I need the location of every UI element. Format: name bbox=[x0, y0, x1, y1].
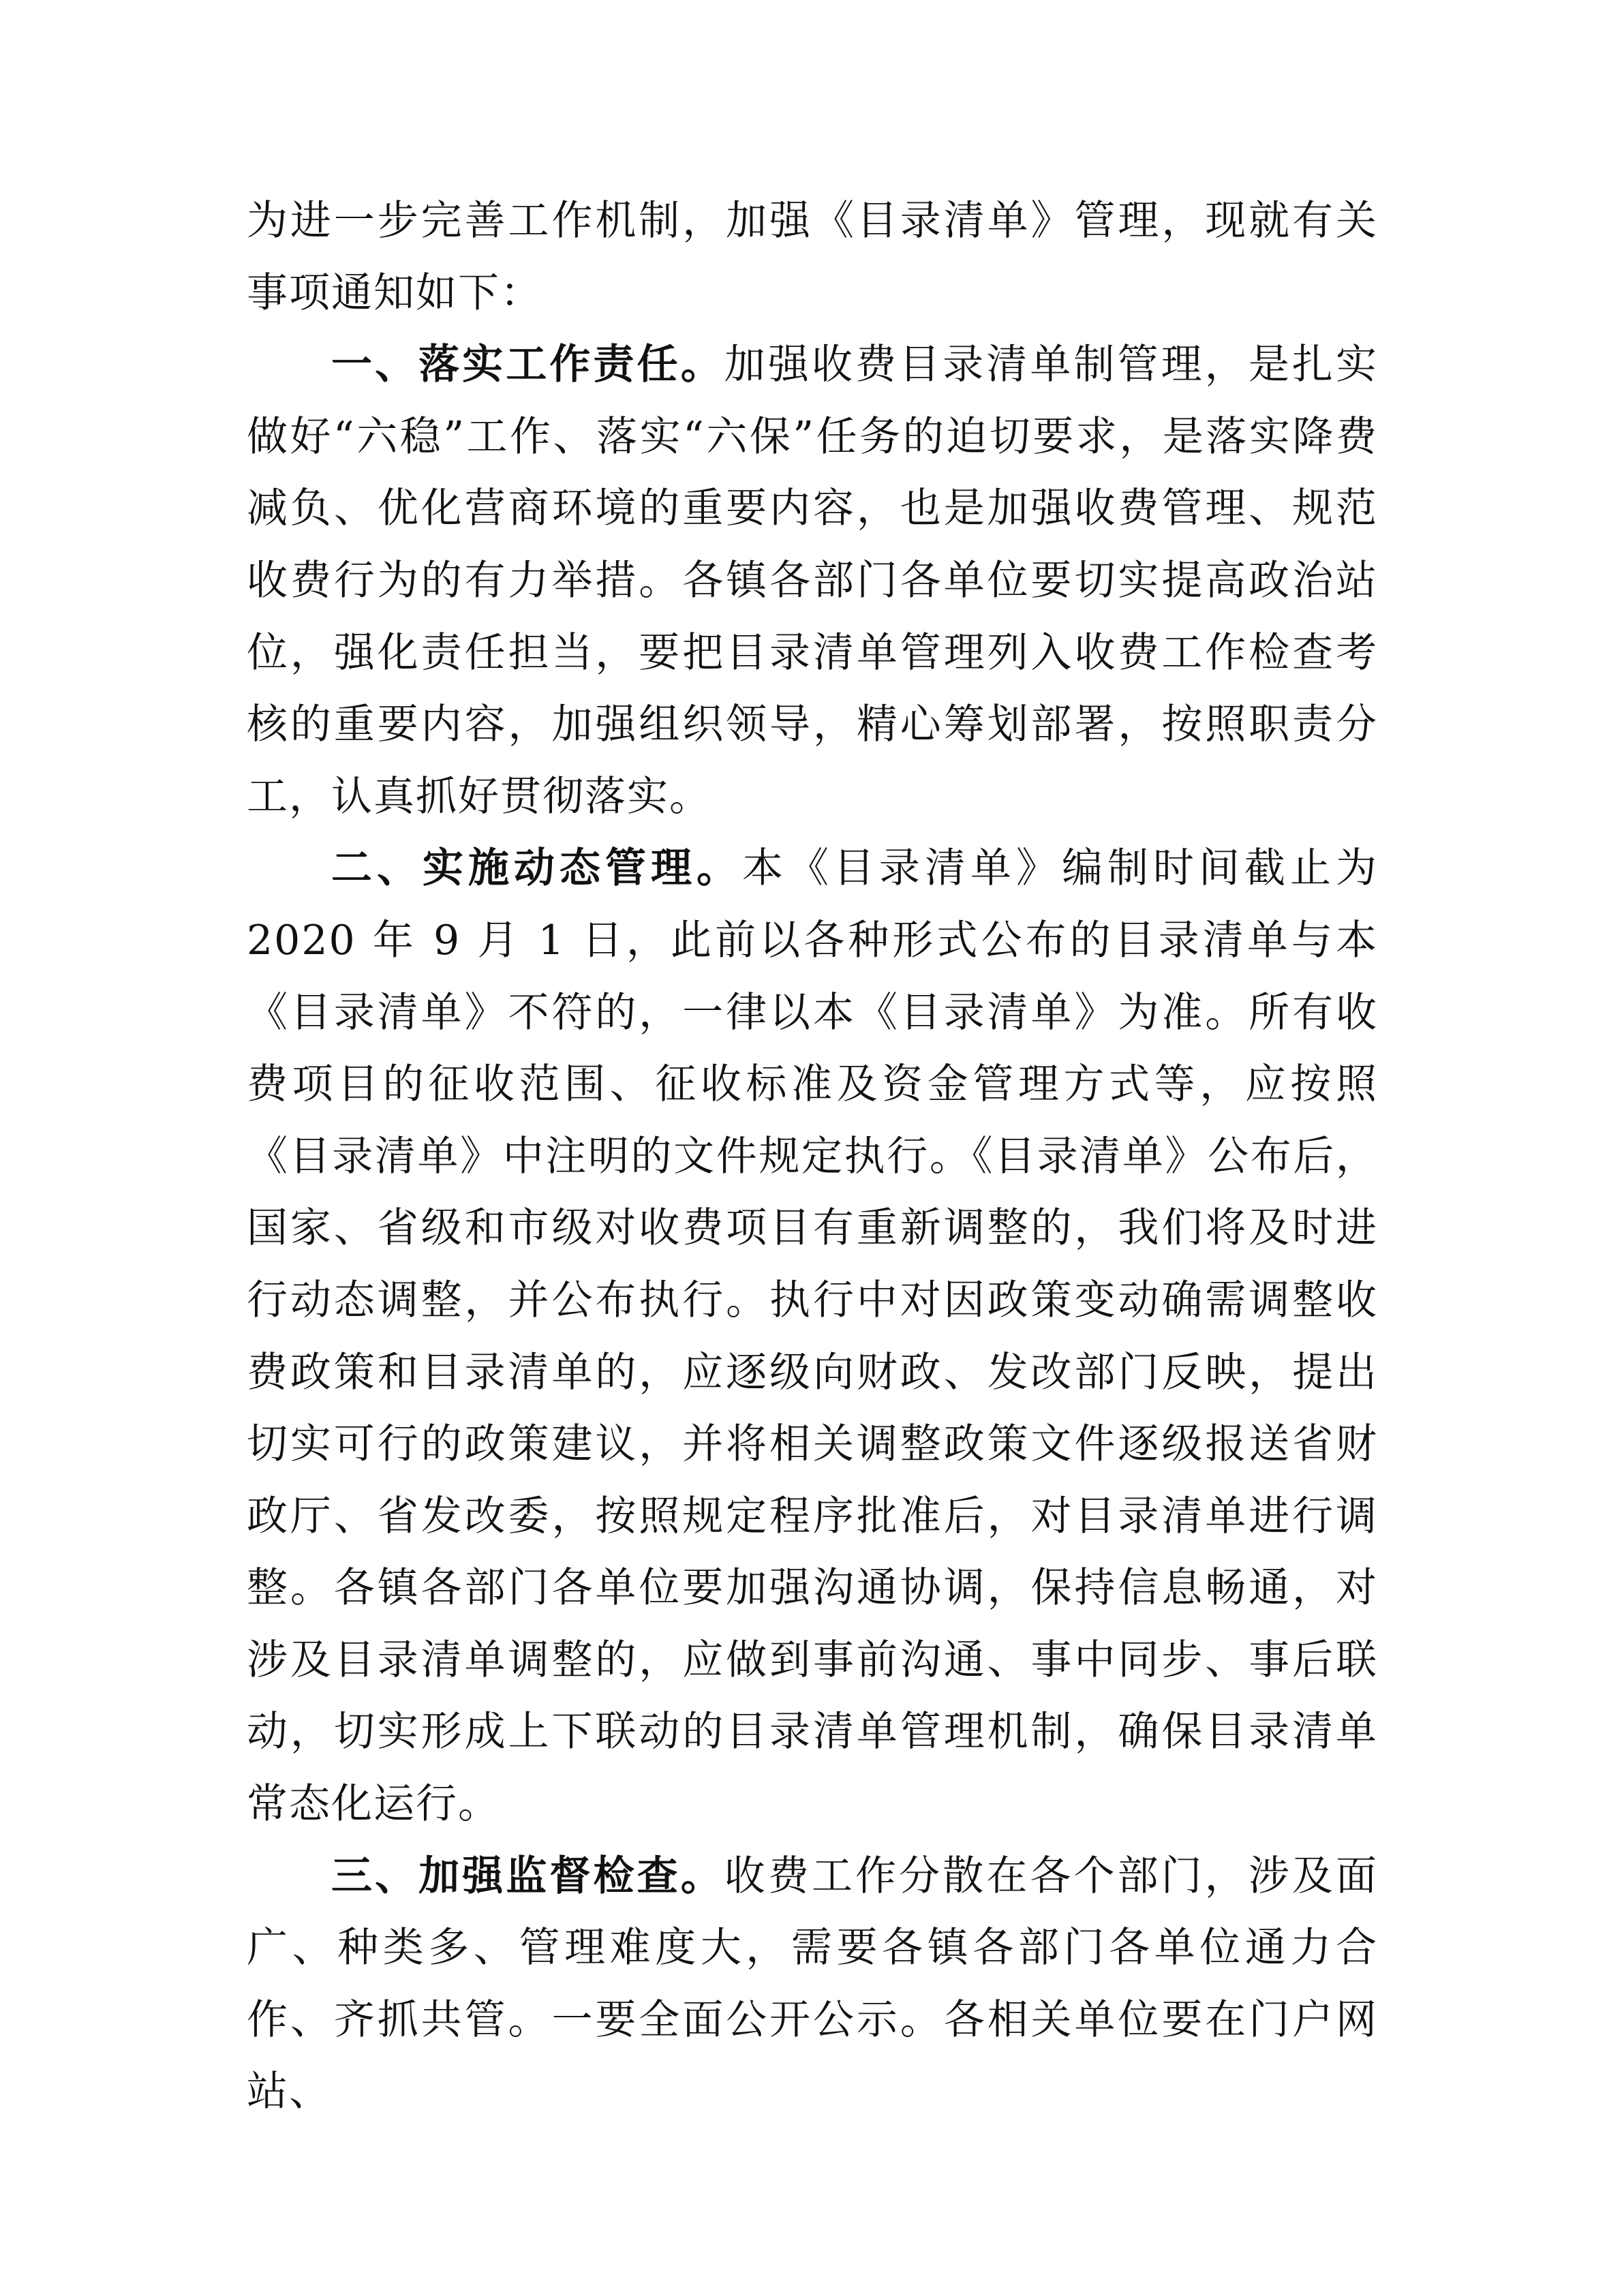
section-paragraph-3 bbox=[247, 1841, 1378, 2128]
document-body bbox=[247, 185, 1378, 2128]
section-paragraph-2 bbox=[247, 833, 1378, 1840]
section-body-2: 本《目录清单》编制时间截止为 2020 年 9 月 1 日，此前以各种形式公布的目录清单与本《目录清单》不符的，一律以本《目录清单》为准。所有收费项目的征收范围、征收标准及资金管理方式等，应按照《目录清单》中注明的文件规定执行。《目录清单》公布后，国家、省级和市级对收费项目有重新调整的，我们将及时进行动态调整，并公布执行。执行中对因政策变动确需调整收费政策和目录清单的，应逐级向财政、发改部门反映，提出切实可行的政策建议，并将相关调整政策文件逐级报送省财政厅、省发改委，按照规定程序批准后，对目录清单进行调整。各镇各部门各单位要加强沟通协调，保持信息畅通，对涉及目录清单调整的，应做到事前沟通、事中同步、事后联动，切实形成上下联动的目录清单管理机制，确保目录清单常态化运行。 bbox=[247, 844, 1378, 1828]
intro-paragraph: 为进一步完善工作机制，加强《目录清单》管理，现就有关事项通知如下： bbox=[247, 197, 1378, 317]
section-body-3: 收费工作分散在各个部门，涉及面广、种类多、管理难度大，需要各镇各部门各单位通力合作、齐抓共管。一要全面公开公示。各相关单位要在门户网站、 bbox=[247, 1852, 1379, 2116]
section-body-1: 加强收费目录清单制管理，是扎实做好“六稳”工作、落实“六保”任务的迫切要求，是落实降费减负、优化营商环境的重要内容，也是加强收费管理、规范收费行为的有力举措。各镇各部门各单位要切实提高政治站位，强化责任担当，要把目录清单管理列入收费工作检查考核的重要内容，加强组织领导，精心筹划部署，按照职责分工，认真抓好贯彻落实。 bbox=[247, 341, 1379, 821]
section-heading-2: 二、实施动态管理。 bbox=[331, 844, 742, 893]
section-heading-1: 一、落实工作责任。 bbox=[331, 341, 724, 389]
section-paragraph-1 bbox=[247, 329, 1378, 833]
section-heading-3: 三、加强监督检查。 bbox=[331, 1852, 724, 1900]
